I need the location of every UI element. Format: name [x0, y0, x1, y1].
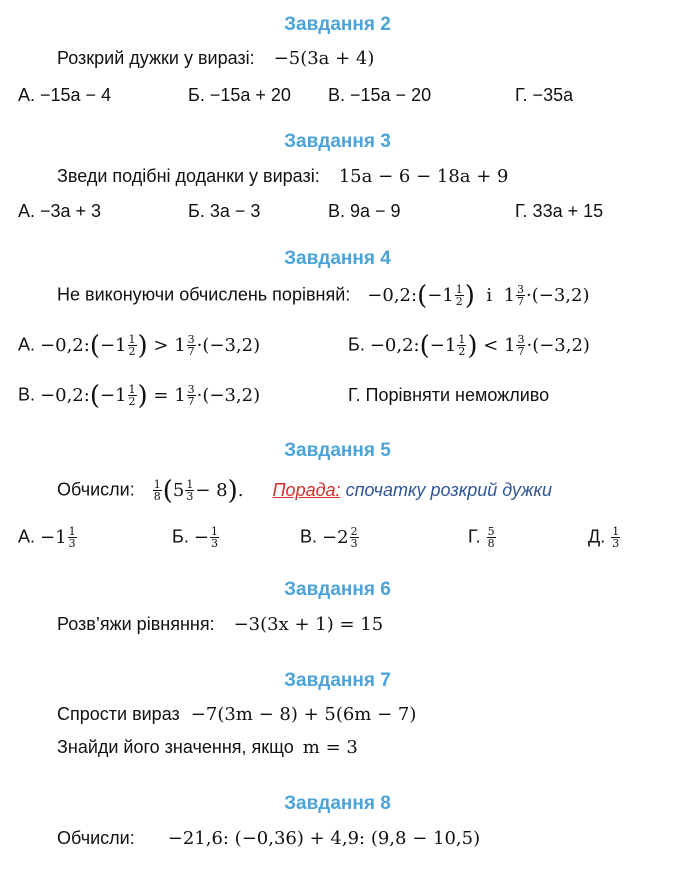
task-3-option-v[interactable]: В. 9a − 9	[328, 201, 401, 221]
task-5-option-v[interactable]: В. −2 $\frac{2}{3}$	[300, 525, 358, 550]
task-6-statement	[57, 614, 383, 635]
task-5-hint-text: спочатку розкрий дужки	[345, 479, 553, 500]
task-5-statement	[57, 475, 553, 506]
task-5-option-b[interactable]: Б. − $\frac{1}{3}$	[172, 525, 218, 550]
task-5-option-a[interactable]: А. −1 $\frac{1}{3}$	[18, 525, 76, 550]
task-2-expression: −5(3a + 4)	[273, 48, 375, 69]
task-2-title: Завдання 2	[284, 14, 391, 35]
task-5-expression: $\frac{1}{8}$ (5 $\frac{1}{3}$ − 8).	[153, 475, 244, 506]
task-8-expression: −21,6: (−0,36) + 4,9: (9,8 − 10,5)	[167, 828, 481, 849]
task-4-option-v[interactable]: В. −0,2:(−1 $\frac{1}{2}$ ) = 1 $\frac{3}{7}$ ·(−3,2)	[18, 380, 261, 411]
task-5-hint-label: Порада:	[272, 479, 341, 500]
task-6-prompt: Розв’яжи рівняння:	[57, 614, 215, 634]
task-7-statement-2	[57, 737, 358, 758]
task-5-option-g[interactable]: Г. $\frac{5}{8}$	[468, 525, 495, 550]
task-3-option-g[interactable]: Г. 33a + 15	[515, 201, 604, 221]
task-4-expression: −0,2:(−1 $\frac{1}{2}$ ) і 1 $\frac{3}{7}$ ·(−3,2)	[367, 280, 590, 311]
task-3-title: Завдання 3	[284, 131, 391, 152]
task-3-option-b[interactable]: Б. 3a − 3	[188, 201, 261, 221]
task-5-hint	[273, 480, 553, 500]
task-4-prompt: Не виконуючи обчислень порівняй:	[57, 284, 351, 305]
task-2-option-g[interactable]: Г. −35a	[515, 85, 574, 105]
task-8-title: Завдання 8	[284, 793, 391, 814]
task-5-option-d[interactable]: Д. $\frac{1}{3}$	[588, 525, 620, 550]
task-6-expression: −3(3x + 1) = 15	[233, 614, 384, 635]
task-7-expression: −7(3m − 8) + 5(6m − 7)	[190, 704, 417, 725]
task-3-expression: 15a − 6 − 18a + 9	[338, 166, 509, 187]
task-7-prompt: Спрости вираз	[57, 704, 180, 724]
task-8-statement	[57, 828, 480, 849]
task-4-option-g[interactable]: Г. Порівняти неможливо	[348, 385, 550, 405]
task-7-statement	[57, 704, 416, 725]
task-4-option-b[interactable]: Б. −0,2:(−1 $\frac{1}{2}$ ) < 1 $\frac{3}{7}$ ·(−3,2)	[348, 330, 590, 361]
task-5-prompt: Обчисли:	[57, 479, 135, 500]
task-2-prompt: Розкрий дужки у виразі:	[57, 48, 255, 68]
task-7-prompt-2: Знайди його значення, якщо	[57, 737, 294, 757]
task-5-title: Завдання 5	[284, 440, 391, 461]
task-6-title: Завдання 6	[284, 579, 391, 600]
task-2-option-a[interactable]: А. −15a − 4	[18, 85, 112, 105]
task-2-statement	[57, 48, 374, 69]
task-2-option-b[interactable]: Б. −15a + 20	[188, 85, 291, 105]
task-7-title: Завдання 7	[284, 670, 391, 691]
task-3-option-a[interactable]: А. −3a + 3	[18, 201, 102, 221]
task-3-statement	[57, 166, 509, 187]
task-4-title: Завдання 4	[284, 248, 391, 269]
task-4-option-a[interactable]: А. −0,2:(−1 $\frac{1}{2}$ ) > 1 $\frac{3}{7}$ ·(−3,2)	[18, 330, 261, 361]
task-8-prompt: Обчисли:	[57, 828, 135, 848]
task-7-expression-2: m = 3	[302, 737, 358, 758]
task-2-option-v[interactable]: В. −15a − 20	[328, 85, 432, 105]
task-3-prompt: Зведи подібні доданки у виразі:	[57, 166, 320, 186]
task-4-statement	[57, 280, 590, 311]
